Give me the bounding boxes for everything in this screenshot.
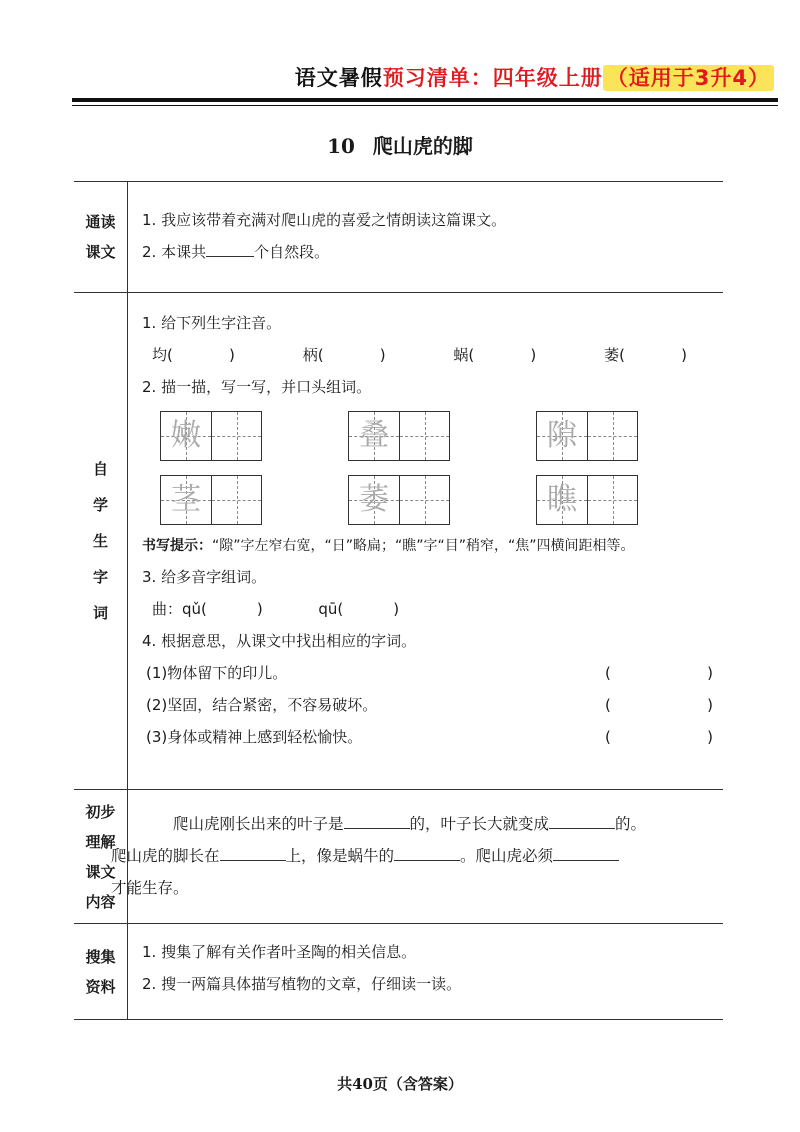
q4-item <box>142 721 713 753</box>
section-understand-text <box>74 790 723 924</box>
header-rule-thick <box>72 98 778 102</box>
paren-close: ) <box>379 346 386 364</box>
paren-close: ) <box>393 600 400 618</box>
lesson-number: 10 <box>327 134 355 158</box>
label-char: 生 <box>92 532 108 550</box>
pinyin-item[interactable] <box>303 339 386 371</box>
tracing-grid[interactable] <box>348 411 450 461</box>
paren-close: ) <box>707 664 713 682</box>
pinyin-char: 柄 <box>302 346 318 364</box>
label-line: 资料 <box>85 977 116 996</box>
paren-open: ( <box>605 696 611 714</box>
hint-text: “隙”字左窄右宽，“日”略扁；“瞧”字“目”稍窄，“焦”四横间距相等。 <box>212 538 635 554</box>
trace-char: 嫩 <box>171 418 201 453</box>
read-item-2 <box>142 236 713 268</box>
blank-young-leaf-color[interactable] <box>344 810 410 829</box>
section-content <box>128 924 723 1019</box>
read-item-1: 1. 我应该带着充满对爬山虎的喜爱之情朗读这篇课文。 <box>142 211 507 229</box>
para-text: 才能生存。 <box>111 879 189 897</box>
para-text: 爬山虎刚长出来的叶子是 <box>173 815 344 833</box>
polyphone-char: 曲： <box>152 600 183 618</box>
polyphone-pinyin-2: qū( <box>318 600 344 618</box>
label-char: 学 <box>92 496 108 514</box>
q4-answer[interactable] <box>605 689 713 721</box>
blank-survival-condition[interactable] <box>553 842 619 861</box>
blank-grown-leaf-color[interactable] <box>549 810 615 829</box>
question-2: 2. 描一描，写一写，并口头组词。 <box>142 378 372 396</box>
para-text: 爬山虎的脚长在 <box>111 847 220 865</box>
label-line: 通读 <box>85 213 116 231</box>
question-4: 4. 根据意思，从课文中找出相应的字词。 <box>142 632 417 650</box>
label-line: 内容 <box>85 892 116 911</box>
section-read-text <box>74 182 723 293</box>
header-part2: 预习清单：四年级上册 <box>382 66 603 90</box>
label-line: 搜集 <box>85 947 116 966</box>
pinyin-item[interactable] <box>453 339 536 371</box>
hint-label: 书写提示： <box>142 538 212 554</box>
section-label-read <box>74 182 128 292</box>
label-char: 字 <box>92 568 108 586</box>
fill-in-paragraph <box>111 808 713 904</box>
label-line: 理解 <box>85 832 116 851</box>
pinyin-answer-row <box>142 339 713 371</box>
section-label-self-study <box>74 293 128 789</box>
section-label-collect <box>74 924 128 1019</box>
blank-paragraph-count[interactable] <box>206 238 254 257</box>
pinyin-item[interactable] <box>152 339 235 371</box>
paren-close: ) <box>229 346 235 364</box>
lesson-title <box>0 130 800 159</box>
label-line: 课文 <box>85 862 116 881</box>
polyphone-row <box>142 593 713 625</box>
label-char: 词 <box>92 604 108 622</box>
paren-open: ( <box>468 346 475 364</box>
header-rule-thin <box>72 105 778 106</box>
blank-snail-part[interactable] <box>394 842 460 861</box>
preview-table <box>74 181 723 1020</box>
pinyin-char: 蜗 <box>453 346 469 364</box>
tracing-grid[interactable] <box>536 475 638 525</box>
para-text: 的，叶子长大就变成 <box>409 815 550 833</box>
para-text: 上，像是蜗牛的 <box>285 847 395 865</box>
trace-char: 叠 <box>359 418 389 453</box>
q4-answer[interactable] <box>605 721 713 753</box>
writing-hint <box>142 531 713 561</box>
paren-open: ( <box>317 346 324 364</box>
question-1: 1. 给下列生字注音。 <box>142 314 282 332</box>
pinyin-char: 均 <box>152 346 168 364</box>
collect-item-2: 2. 搜一两篇具体描写植物的文章，仔细读一读。 <box>142 975 462 993</box>
q4-item-text: (1)物体留下的印儿。 <box>146 664 288 682</box>
paren-open: ( <box>167 346 173 364</box>
para-text: 。爬山虎必须 <box>460 847 554 865</box>
label-line: 课文 <box>85 243 116 261</box>
paren-close: ) <box>707 696 713 714</box>
page-header <box>295 62 774 92</box>
tracing-grid[interactable] <box>160 411 262 461</box>
lesson-name: 爬山虎的脚 <box>372 134 473 158</box>
section-content <box>128 182 723 292</box>
q4-item <box>142 657 713 689</box>
paren-close: ) <box>681 346 687 364</box>
para-text: 的。 <box>615 815 647 833</box>
trace-char: 萎 <box>359 482 389 517</box>
question-3: 3. 给多音字组词。 <box>142 568 267 586</box>
q4-item-text: (2)坚固，结合紧密，不容易破坏。 <box>146 696 378 714</box>
tracing-grid-row-2 <box>160 475 713 525</box>
paren-close: ) <box>530 346 537 364</box>
tracing-grid[interactable] <box>160 475 262 525</box>
tracing-grid[interactable] <box>536 411 638 461</box>
paren-open: ( <box>605 728 611 746</box>
q4-item <box>142 689 713 721</box>
section-content <box>128 293 723 789</box>
polyphone-pinyin-1: qǔ( <box>182 600 207 618</box>
paren-close: ) <box>707 728 713 746</box>
section-collect-info <box>74 924 723 1020</box>
pinyin-item[interactable] <box>604 339 687 371</box>
label-char: 自 <box>92 460 108 478</box>
item-text: 个自然段。 <box>254 243 330 261</box>
trace-char: 茎 <box>171 482 201 517</box>
tracing-grid-row-1 <box>160 411 713 461</box>
paren-open: ( <box>605 664 611 682</box>
trace-char: 隙 <box>547 418 577 453</box>
paren-open: ( <box>619 346 625 364</box>
trace-char: 瞧 <box>547 482 577 517</box>
header-part1: 语文暑假 <box>294 66 383 90</box>
pinyin-char: 萎 <box>604 346 620 364</box>
section-self-study <box>74 293 723 790</box>
label-line: 初步 <box>85 802 116 821</box>
section-content <box>111 790 723 923</box>
blank-foot-location[interactable] <box>220 842 286 861</box>
collect-item-1: 1. 搜集了解有关作者叶圣陶的相关信息。 <box>142 943 417 961</box>
header-grade-tag: （适用于3升4） <box>603 65 774 91</box>
page-footer: 共40页（含答案） <box>337 1075 463 1093</box>
paren-close: ) <box>256 600 263 618</box>
q4-answer[interactable] <box>605 657 713 689</box>
tracing-grid[interactable] <box>348 475 450 525</box>
q4-item-text: (3)身体或精神上感到轻松愉快。 <box>146 728 363 746</box>
item-text: 2. 本课共 <box>142 243 207 261</box>
